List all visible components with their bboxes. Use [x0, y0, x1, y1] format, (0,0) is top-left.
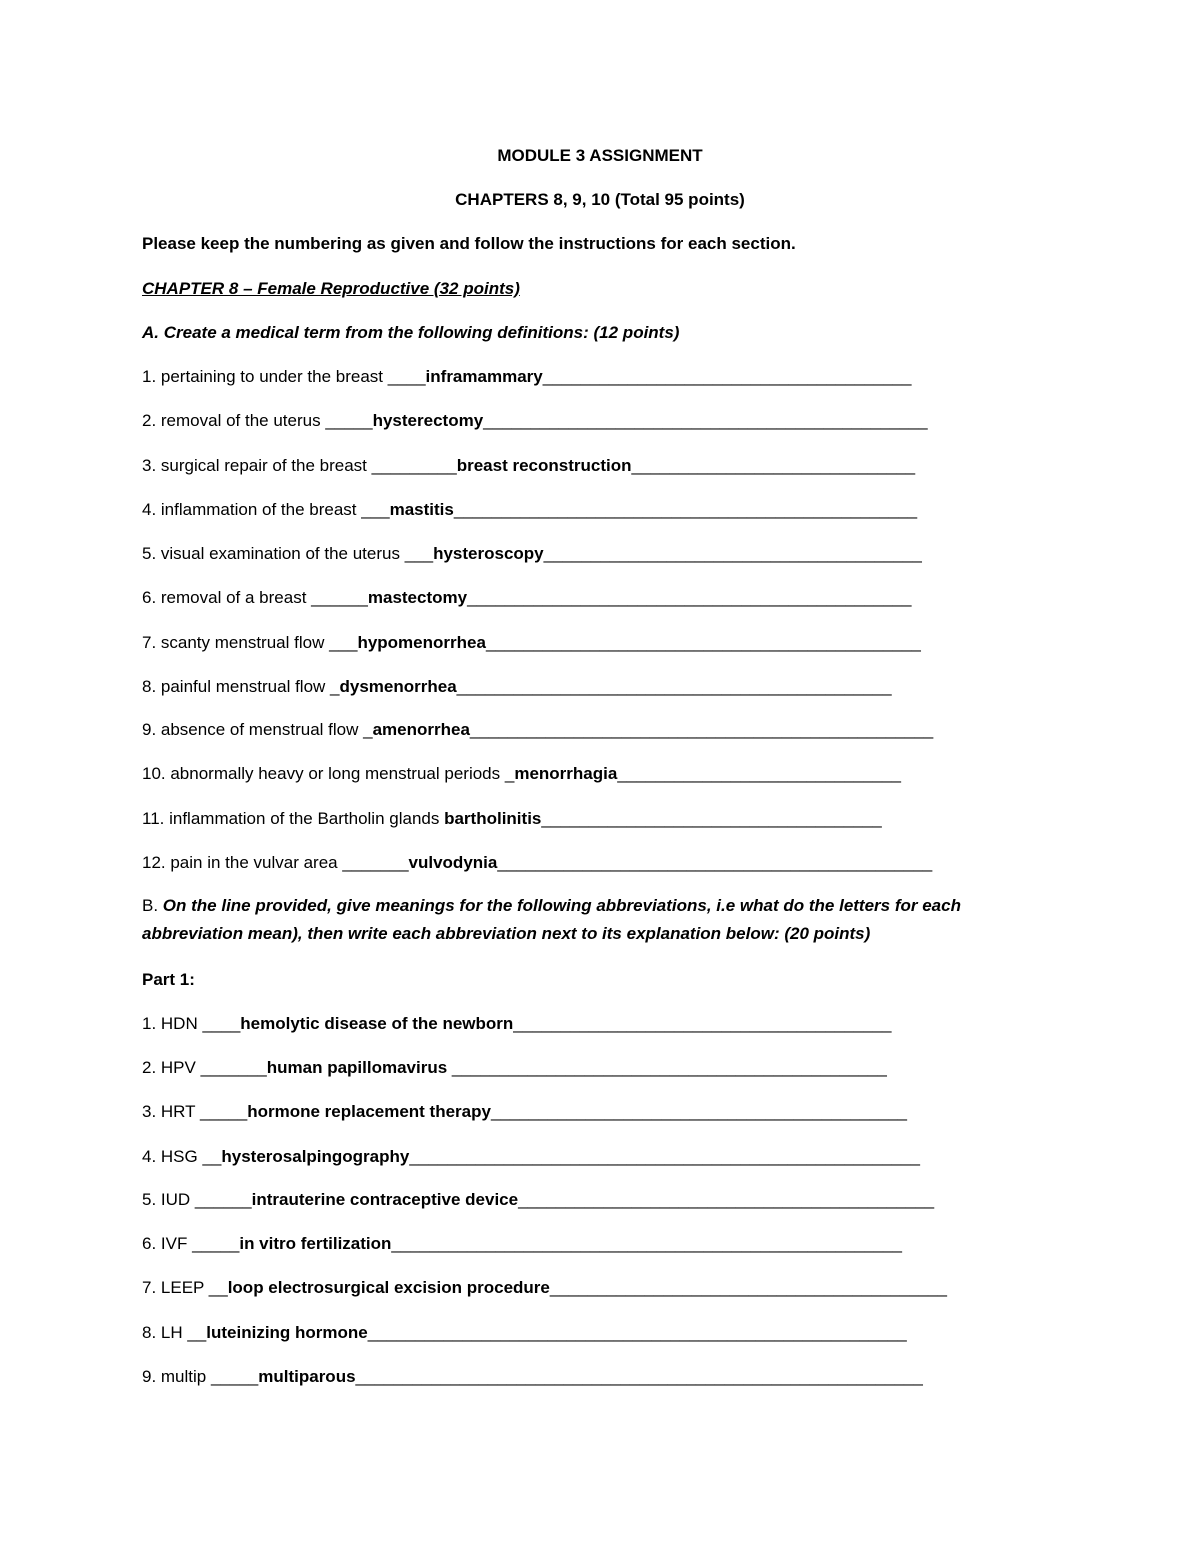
- item-prompt: 2. HPV _______: [142, 1058, 267, 1077]
- item-prompt: 12. pain in the vulvar area _______: [142, 853, 409, 872]
- section-b-label: B.: [142, 896, 159, 915]
- instructions: Please keep the numbering as given and follow the instructions for each section.: [142, 234, 796, 253]
- list-item: [142, 1366, 923, 1388]
- answer-line: _________________________________________________: [453, 500, 918, 519]
- answer-line: _______________________________________: [542, 367, 912, 386]
- item-answer: breast reconstruction: [456, 456, 632, 475]
- list-item: [142, 1013, 891, 1035]
- item-prompt: 7. LEEP __: [142, 1278, 228, 1297]
- section-a-heading: [142, 322, 679, 344]
- item-prompt: 1. pertaining to under the breast ____: [142, 367, 426, 386]
- answer-line: ________________________________________: [543, 544, 922, 563]
- list-item: [142, 1322, 907, 1344]
- item-answer: multiparous: [258, 1367, 356, 1386]
- item-answer: luteinizing hormone: [206, 1323, 368, 1342]
- item-answer: vulvodynia: [408, 853, 498, 872]
- page-title: MODULE 3 ASSIGNMENT: [497, 146, 703, 165]
- list-item: [142, 1057, 887, 1079]
- item-prompt: 6. IVF _____: [142, 1234, 240, 1253]
- answer-line: _________________________________________________: [469, 720, 934, 739]
- item-prompt: 11. inflammation of the Bartholin glands: [142, 809, 445, 828]
- list-item: [142, 852, 932, 874]
- item-answer: amenorrhea: [372, 720, 470, 739]
- answer-line: __________________________________________: [549, 1278, 947, 1297]
- list-item: [142, 1146, 920, 1168]
- answer-line: _________________________________________________________: [367, 1323, 907, 1342]
- answer-line: ____________________________________: [541, 809, 882, 828]
- list-item: [142, 719, 933, 741]
- item-prompt: 5. visual examination of the uterus ___: [142, 544, 434, 563]
- item-prompt: 5. IUD ______: [142, 1190, 252, 1209]
- item-answer: loop electrosurgical excision procedure: [227, 1278, 550, 1297]
- item-prompt: 2. removal of the uterus _____: [142, 411, 373, 430]
- item-prompt: 3. HRT _____: [142, 1102, 248, 1121]
- list-item: [142, 632, 921, 654]
- answer-line: ______________________________: [617, 764, 901, 783]
- answer-line: ______________________________________________________: [391, 1234, 902, 1253]
- answer-line: ____________________________________________: [518, 1190, 935, 1209]
- item-answer: intrauterine contraceptive device: [251, 1190, 519, 1209]
- section-a-label: A.: [142, 323, 159, 342]
- item-answer: hormone replacement therapy: [247, 1102, 491, 1121]
- list-item: [142, 676, 892, 698]
- answer-line: _______________________________________________: [483, 411, 928, 430]
- item-prompt: 10. abnormally heavy or long menstrual periods _: [142, 764, 515, 783]
- item-answer: hysterectomy: [372, 411, 484, 430]
- list-item: [142, 499, 917, 521]
- item-answer: menorrhagia: [514, 764, 618, 783]
- item-prompt: 1. HDN ____: [142, 1014, 241, 1033]
- answer-line: ______________________________________________________: [409, 1147, 920, 1166]
- item-prompt: 4. HSG __: [142, 1147, 222, 1166]
- section-a-instruction: Create a medical term from the following definitions: (12 points): [163, 323, 680, 342]
- chapter-heading: CHAPTER 8 – Female Reproductive (32 points): [142, 279, 520, 298]
- item-answer: hemolytic disease of the newborn: [240, 1014, 514, 1033]
- list-item: [142, 1189, 934, 1211]
- answer-line: ______________________________________________: [497, 853, 933, 872]
- item-prompt: 4. inflammation of the breast ___: [142, 500, 390, 519]
- answer-line: _______________________________________________: [467, 588, 912, 607]
- page-subtitle: CHAPTERS 8, 9, 10 (Total 95 points): [455, 190, 745, 209]
- list-item: [142, 455, 915, 477]
- list-item: [142, 587, 911, 609]
- item-prompt: 9. absence of menstrual flow _: [142, 720, 373, 739]
- answer-line: ____________________________________________________________: [355, 1367, 923, 1386]
- item-prompt: 8. painful menstrual flow _: [142, 677, 340, 696]
- item-answer: mastitis: [389, 500, 454, 519]
- list-item: [142, 808, 882, 830]
- item-answer: mastectomy: [367, 588, 468, 607]
- list-item: [142, 763, 901, 785]
- item-answer: hysterosalpingography: [221, 1147, 410, 1166]
- answer-line: ______________________________________________: [456, 677, 892, 696]
- list-item: [142, 1101, 907, 1123]
- answer-line: ______________________________: [631, 456, 916, 475]
- item-answer: hysteroscopy: [433, 544, 544, 563]
- item-answer: inframammary: [425, 367, 543, 386]
- item-answer: dysmenorrhea: [339, 677, 457, 696]
- answer-line: ______________________________________________: [485, 633, 921, 652]
- item-prompt: 7. scanty menstrual flow ___: [142, 633, 358, 652]
- part-1-heading: Part 1:: [142, 970, 195, 989]
- item-answer: hypomenorrhea: [357, 633, 486, 652]
- item-answer: human papillomavirus: [266, 1058, 452, 1077]
- answer-line: ______________________________________________: [451, 1058, 887, 1077]
- item-prompt: 8. LH __: [142, 1323, 207, 1342]
- list-item: [142, 543, 922, 565]
- item-prompt: 6. removal of a breast ______: [142, 588, 368, 607]
- answer-line: ____________________________________________: [490, 1102, 907, 1121]
- item-answer: in vitro fertilization: [239, 1234, 392, 1253]
- list-item: [142, 410, 928, 432]
- answer-line: ________________________________________: [513, 1014, 892, 1033]
- item-prompt: 3. surgical repair of the breast _________: [142, 456, 457, 475]
- item-answer: bartholinitis: [444, 809, 542, 828]
- item-prompt: 9. multip _____: [142, 1367, 259, 1386]
- list-item: [142, 366, 911, 388]
- section-b-heading: [142, 892, 1062, 948]
- list-item: [142, 1277, 947, 1299]
- list-item: [142, 1233, 902, 1255]
- section-b-instruction: On the line provided, give meanings for the following abbreviations, i.e what do the letters for each abbreviation mean), then write each abbreviation next to its explanation below: (20 points): [142, 896, 961, 943]
